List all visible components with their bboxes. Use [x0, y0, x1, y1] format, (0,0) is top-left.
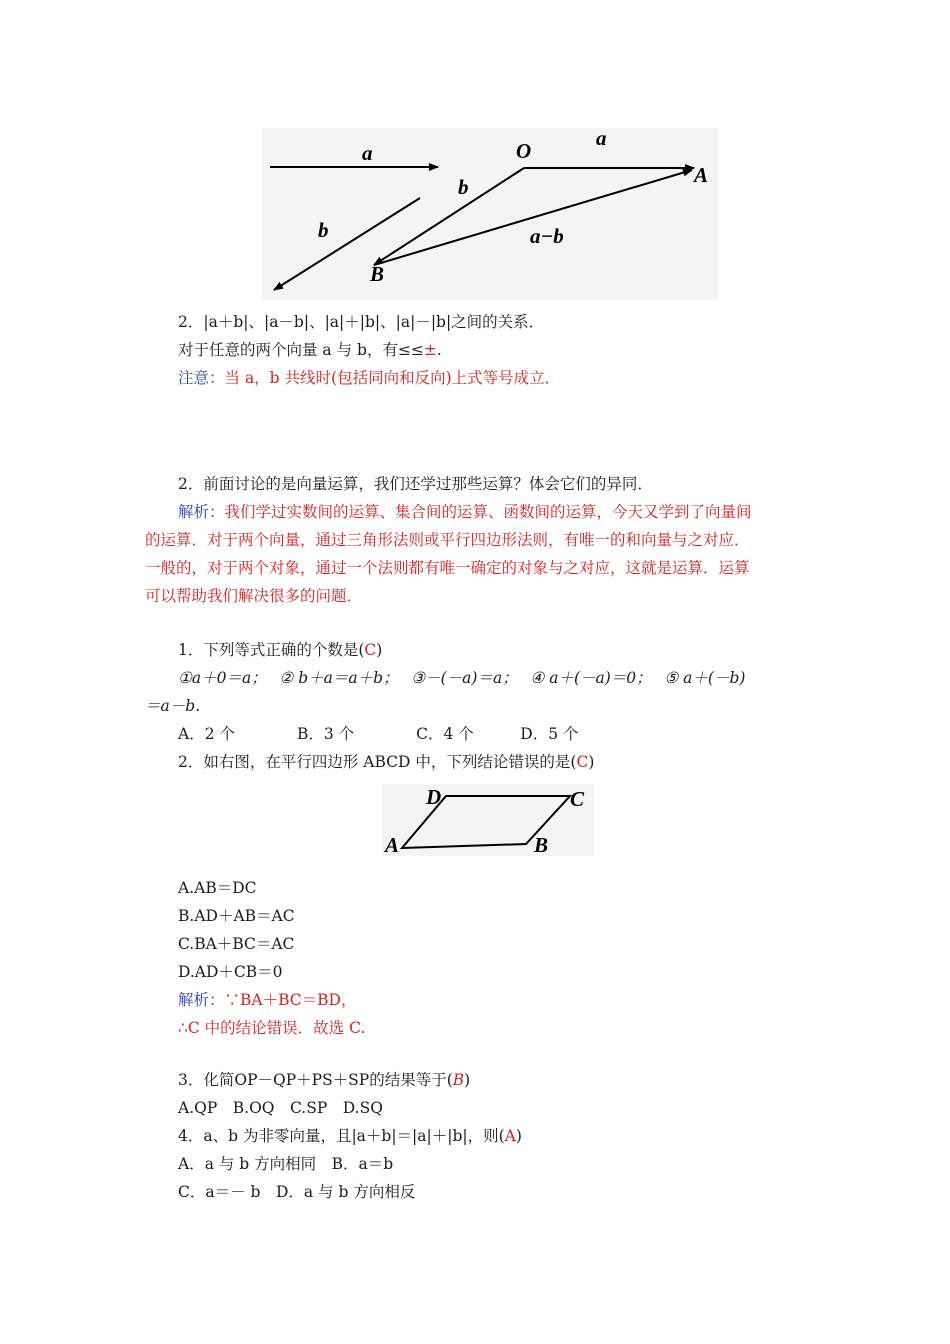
exercise-1-title — [178, 640, 382, 660]
label-b-point: B — [370, 262, 385, 286]
answer-line-2: 的运算．对于两个向量，通过三角形法则或平行四边形法则，有唯一的和向量与之对应． — [145, 531, 750, 549]
question-title: 2．前面讨论的是向量运算，我们还学过那些运算？体会它们的异同． — [178, 475, 653, 493]
exercise-3-title-text: 3．化简OP－QP＋PS＋SP的结果等于( — [178, 1071, 453, 1089]
exercise-1-title-text: 1．下列等式正确的个数是( — [178, 641, 365, 659]
answer-label: 解析： — [178, 503, 225, 521]
label-b-mid: b — [458, 175, 469, 199]
note-line — [178, 368, 560, 388]
exercise-2-option-b: B.AD＋AB＝AC — [178, 907, 295, 925]
exercise-3-answer: B — [452, 1071, 465, 1089]
exercise-2-answer-label: 解析： — [178, 991, 225, 1009]
exercise-4-title-end: ) — [515, 1127, 522, 1145]
exercise-1-title-end: ) — [376, 641, 383, 659]
exercise-2-answer-text-1: ∵BA＋BC＝BD， — [224, 991, 357, 1009]
section-body — [178, 340, 442, 360]
exercise-2-title-text: 2．如右图，在平行四边形 ABCD 中，下列结论错误的是( — [178, 753, 577, 771]
exercise-3-options: A.QP B.OQ C.SP D.SQ — [178, 1099, 383, 1117]
vertex-d: D — [426, 785, 442, 809]
exercise-2-option-c: C.BA＋BC＝AC — [178, 935, 295, 953]
parallelogram-diagram — [382, 784, 594, 856]
label-a-point: A — [694, 163, 709, 187]
exercise-2-answer: C — [576, 753, 589, 771]
exercise-1-options: A．2 个 B．3 个 C．4 个 D．5 个 — [178, 725, 579, 743]
note-label: 注意： — [178, 369, 225, 387]
answer-text-1: 我们学过实数间的运算、集合间的运算、函数间的运算，今天又学到了向量间 — [224, 503, 752, 521]
label-a-minus-b: a−b — [530, 224, 564, 248]
exercise-2-answer-line-2: ∴C 中的结论错误．故选 C. — [178, 1019, 366, 1037]
exercise-3-title-end: ) — [464, 1071, 471, 1089]
exercise-1-items-cont: ＝a－b. — [145, 697, 201, 715]
exercise-2-answer-line-1 — [178, 990, 356, 1010]
answer-line-3: 一般的，对于两个对象，通过一个法则都有唯一确定的对象与之对应，这就是运算．运算 — [145, 559, 750, 577]
exercise-1-answer: C — [364, 641, 377, 659]
exercise-4-title-text: 4．a、b 为非零向量，且|a＋b|＝|a|＋|b|，则( — [178, 1127, 505, 1145]
exercise-2-option-d: D.AD＋CB＝0 — [178, 963, 283, 981]
vertex-b: B — [534, 833, 549, 856]
vector-diagram — [262, 128, 718, 300]
plus-minus-symbol: ± — [423, 341, 437, 359]
exercise-1-items: ①a＋0＝a； ② b＋a＝a＋b； ③－(－a)＝a； ④ a＋(－a)＝0； ⑤ a＋(－b) — [178, 669, 746, 687]
exercise-3-title — [178, 1070, 470, 1090]
answer-line-4: 可以帮助我们解决很多的问题． — [145, 587, 363, 605]
vertex-c: C — [570, 787, 585, 811]
answer-line-1 — [178, 502, 752, 522]
section-title: 2．|a＋b|、|a－b|、|a|＋|b|、|a|－|b|之间的关系． — [178, 313, 545, 331]
exercise-2-title-end: ) — [588, 753, 595, 771]
exercise-2-option-a: A.AB＝DC — [178, 879, 257, 897]
exercise-4-answer: A — [504, 1127, 516, 1145]
exercise-4-title — [178, 1126, 522, 1146]
exercise-4-options-ab: A．a 与 b 方向相同 B．a＝b — [178, 1155, 394, 1173]
exercise-2-title — [178, 752, 594, 772]
label-o: O — [516, 139, 532, 163]
section-body-end: . — [436, 341, 442, 359]
label-a-left: a — [362, 141, 373, 165]
exercise-4-options-cd: C．a＝－ b D．a 与 b 方向相反 — [178, 1183, 416, 1201]
label-b-left: b — [318, 218, 329, 242]
section-body-text: 对于任意的两个向量 a 与 b，有≤≤ — [178, 341, 424, 359]
label-a-top: a — [596, 128, 607, 150]
vertex-a: A — [385, 833, 400, 856]
note-text: 当 a，b 共线时(包括同向和反向)上式等号成立． — [224, 369, 561, 387]
